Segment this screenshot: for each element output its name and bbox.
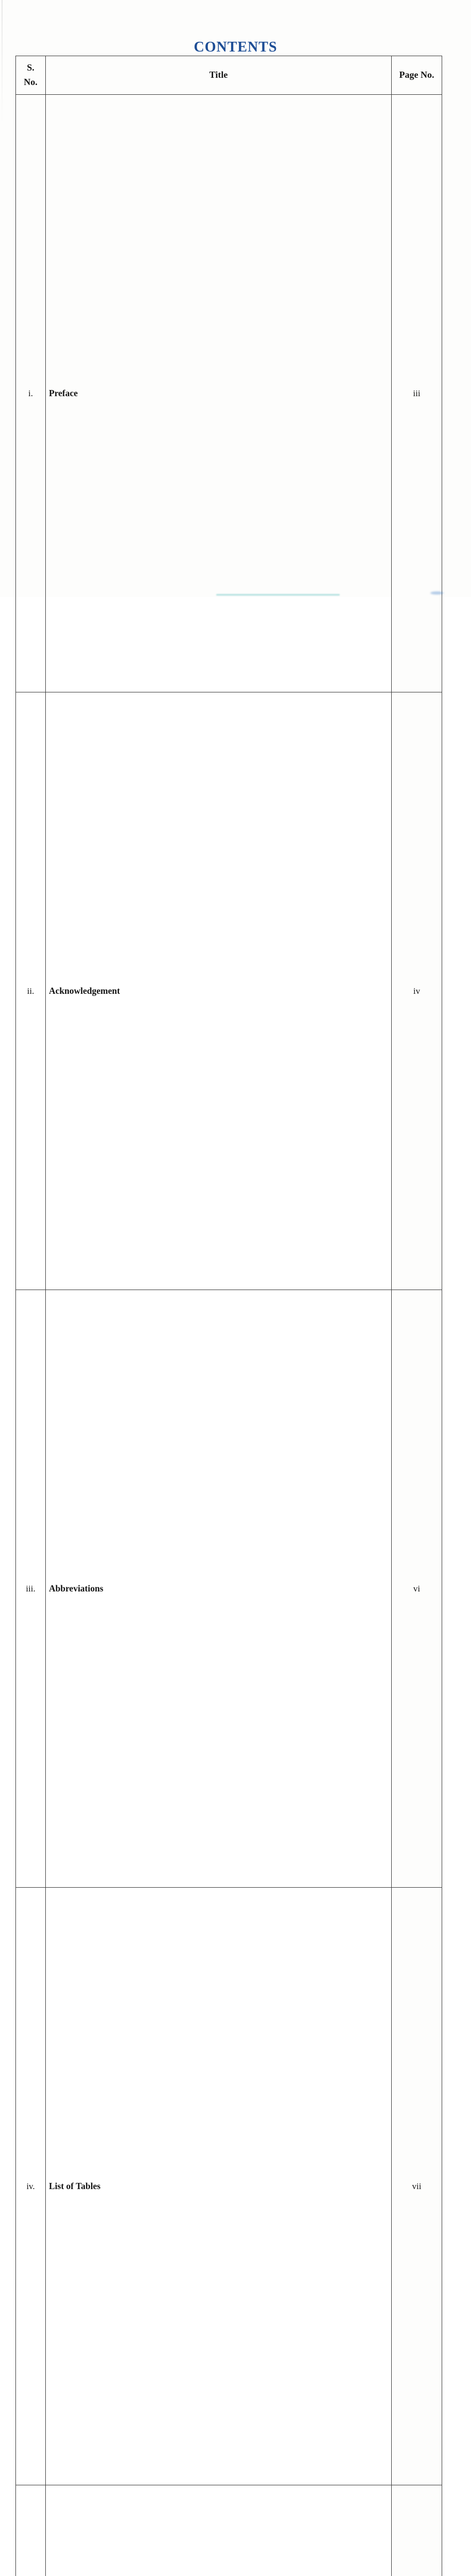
title-text: Preface <box>49 388 78 398</box>
toc-row <box>16 2485 442 2576</box>
cell-title <box>46 1888 392 2485</box>
cell-sno: iv. <box>16 1888 46 2485</box>
title-text: Acknowledgement <box>49 986 120 996</box>
toc-body <box>16 95 442 2576</box>
toc-row <box>16 692 442 1290</box>
header-title: Title <box>46 56 392 95</box>
table-header-row <box>16 56 442 95</box>
cell-sno: i. <box>16 95 46 692</box>
scan-smudge-bottom <box>216 594 340 596</box>
cell-sno: iii. <box>16 1290 46 1888</box>
title-text: Abbreviations <box>49 1583 103 1594</box>
cell-title <box>46 95 392 692</box>
cell-title <box>46 692 392 1290</box>
cell-page <box>392 2485 442 2576</box>
cell-page: vii <box>392 1888 442 2485</box>
scan-smudge-corner <box>430 591 444 595</box>
cell-page: iv <box>392 692 442 1290</box>
cell-page: vi <box>392 1290 442 1888</box>
contents-table <box>15 56 442 2576</box>
title-text: List of Tables <box>49 2181 100 2191</box>
header-sno: S. No. <box>16 56 46 95</box>
toc-row <box>16 1888 442 2485</box>
toc-row <box>16 95 442 692</box>
toc-row <box>16 1290 442 1888</box>
cell-sno: ii. <box>16 692 46 1290</box>
page-title: CONTENTS <box>0 39 471 56</box>
cell-sno <box>16 2485 46 2576</box>
cell-page: iii <box>392 95 442 692</box>
cell-title <box>46 1290 392 1888</box>
cell-title <box>46 2485 392 2576</box>
document-page <box>0 0 471 597</box>
scan-edge-artifact <box>2 0 3 124</box>
header-page: Page No. <box>392 56 442 95</box>
